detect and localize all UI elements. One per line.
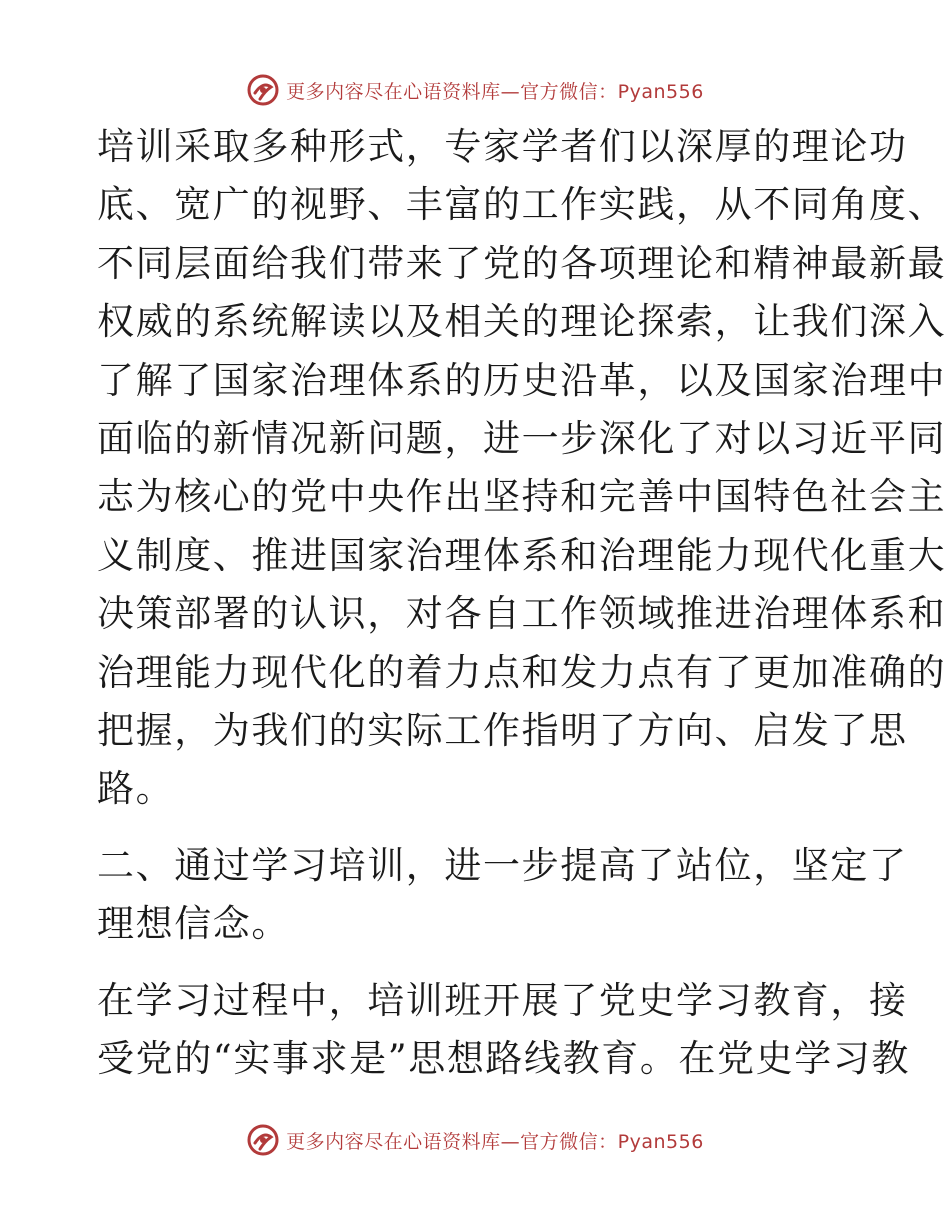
header-banner bbox=[0, 70, 950, 110]
text-line: 决策部署的认识，对各自工作领域推进治理体系和 bbox=[97, 592, 947, 636]
text-line: 二、通过学习培训，进一步提高了站位，坚定了 bbox=[97, 843, 908, 887]
text-line: 受党的“实事求是”思想路线教育。在党史学习教 bbox=[97, 1037, 911, 1081]
text-line: 义制度、推进国家治理体系和治理能力现代化重大 bbox=[97, 533, 947, 577]
text-line: 理想信念。 bbox=[97, 902, 290, 946]
text-line: 路。 bbox=[97, 767, 175, 811]
text-line: 志为核心的党中央作出坚持和完善中国特色社会主 bbox=[97, 475, 947, 519]
paragraph-learning-process bbox=[97, 972, 911, 1089]
header-banner-text: 更多内容尽在心语资料库—官方微信：Pyan556 bbox=[286, 80, 704, 103]
text-line: 底、宽广的视野、丰富的工作实践，从不同角度、 bbox=[97, 183, 947, 227]
text-line: 不同层面给我们带来了党的各项理论和精神最新最 bbox=[97, 241, 947, 285]
footer-banner-text: 更多内容尽在心语资料库—官方微信：Pyan556 bbox=[286, 1130, 704, 1153]
text-line: 把握，为我们的实际工作指明了方向、启发了思 bbox=[97, 709, 908, 753]
text-line: 面临的新情况新问题，进一步深化了对以习近平同 bbox=[97, 417, 947, 461]
footer-banner bbox=[0, 1120, 950, 1160]
paragraph-training-forms bbox=[97, 118, 947, 819]
text-line: 治理能力现代化的着力点和发力点有了更加准确的 bbox=[97, 650, 947, 694]
document-body bbox=[97, 118, 947, 1089]
text-line: 培训采取多种形式，专家学者们以深厚的理论功 bbox=[97, 125, 908, 168]
text-line: 权威的系统解读以及相关的理论探索，让我们深入 bbox=[97, 300, 947, 344]
paragraph-section-heading bbox=[97, 837, 908, 954]
text-line: 了解了国家治理体系的历史沿革，以及国家治理中 bbox=[97, 358, 947, 402]
brand-logo-icon bbox=[246, 73, 280, 107]
brand-logo-icon bbox=[246, 1123, 280, 1157]
text-line: 在学习过程中，培训班开展了党史学习教育，接 bbox=[97, 978, 908, 1022]
